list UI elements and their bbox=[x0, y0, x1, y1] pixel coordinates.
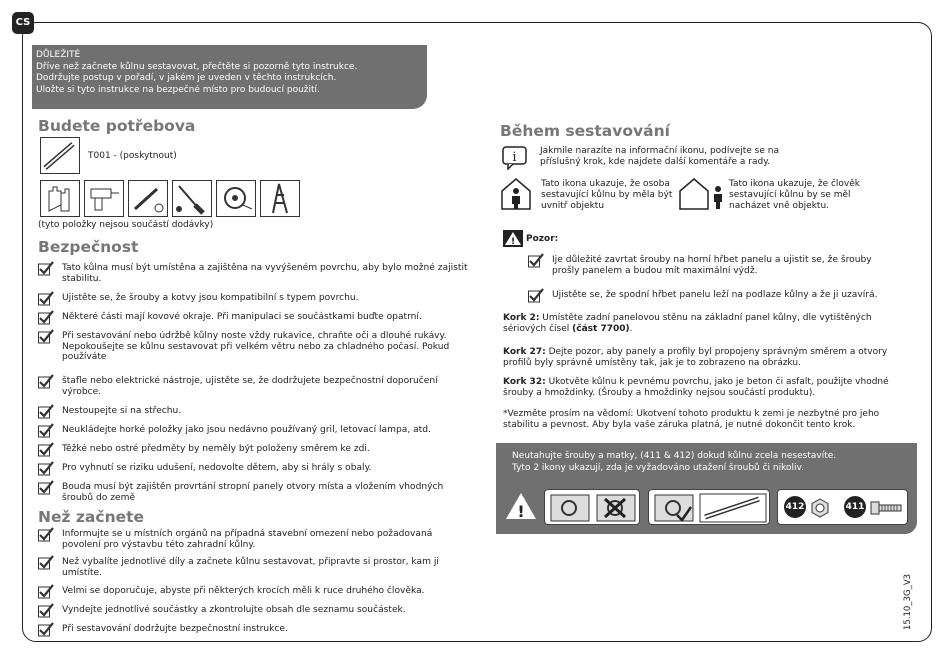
part-icons bbox=[777, 489, 908, 525]
checkbox-icon bbox=[38, 622, 54, 637]
notice-title: DŮLEŽITÉ bbox=[36, 50, 81, 60]
safety-item: Bouda musí být zajištěn provrtání stropní panely otvory místa a vložením vhodných šroubů do země bbox=[38, 482, 468, 503]
info-text: Jakmile narazíte na informační ikonu, podívejte se na příslušný krok, kde najdete další komentáře a rady. bbox=[540, 146, 779, 167]
bit-icon bbox=[40, 137, 80, 174]
wrench-icon bbox=[699, 493, 767, 523]
inside-text: Tato ikona ukazuje, že osoba sestavující kůlnu by měla být uvnitř objektu bbox=[541, 179, 673, 211]
checkbox-icon bbox=[38, 555, 54, 570]
outside-icon bbox=[678, 177, 728, 211]
warning-triangle-icon bbox=[504, 491, 538, 521]
gloves-icon bbox=[40, 180, 80, 217]
start-item: Velmi se doporučuje, abyste při některých krocích měli k ruce druhého člověka. bbox=[38, 586, 468, 599]
step-2: Kork 2: Umístěte zadní panelovou stěnu na základní panel kůlny, dle vytištěných sériových čísel (část 7700). bbox=[503, 313, 872, 334]
safety-item: Při sestavování nebo údržbě kůlny noste vždy rukavice, chraňte oči a dlouhé rukávy. Nepokoušejte se kůlnu sestavovat při velkém větru nebo za chladného počasí. Pokud používáte bbox=[38, 331, 468, 363]
start-heading: Než začnete bbox=[38, 508, 145, 526]
loose-bolt-icon bbox=[549, 493, 591, 523]
tools-note: (tyto položky nejsou součástí dodávky) bbox=[38, 220, 214, 230]
start-item: Informujte se u místních orgánů na případná stavební omezení nebo požadovaná povolení pro výstavbu této zahradní kůlny. bbox=[38, 529, 458, 550]
step-27: Kork 27: Dejte pozor, aby panely a profily byl propojeny správným směrem a otvory profilů byly správně umístěny tak, jak je to zobrazeno na obrázku. bbox=[503, 347, 888, 368]
notice-line: Dodržujte postup v pořadí, v jakém je uveden v těchto instrukcích. bbox=[36, 73, 337, 84]
caution-item: Ujistěte se, že spodní hřbet panelu leží na podlaze kůlny a že ji uzavírá. bbox=[528, 290, 898, 303]
start-item: Vyndejte jednotlivé součástky a zkontrolujte obsah dle seznamu součástek. bbox=[38, 605, 468, 618]
document-code: 15.10_3G_V3 bbox=[903, 573, 913, 630]
safety-item: Neukládejte horké položky jako jsou nedávno používaný gril, letovací lampa, atd. bbox=[38, 425, 468, 438]
drill-icon bbox=[84, 180, 124, 217]
notice-line: Uložte si tyto instrukce na bezpečné místo pro budoucí použití. bbox=[36, 84, 320, 95]
caution-item: Ije důležité zavrtat šrouby na horní hřbet panelu a ujistit se, že šrouby prošly panelem a budou mít maximální výdž. bbox=[528, 255, 898, 276]
bolt-icon bbox=[870, 498, 904, 518]
safety-heading: Bezpečnost bbox=[38, 238, 139, 256]
checkbox-icon bbox=[38, 310, 54, 325]
tightening-warning-box bbox=[496, 443, 917, 534]
loose-icons bbox=[544, 489, 640, 525]
checkbox-icon bbox=[528, 288, 544, 303]
part-badge-412: 412 bbox=[784, 496, 806, 518]
safety-item: Některé části mají kovové okraje. Při manipulaci se součástkami buďte opatrní. bbox=[38, 312, 468, 325]
checkbox-icon bbox=[38, 261, 54, 276]
checkbox-icon bbox=[38, 404, 54, 419]
checkbox-icon bbox=[38, 374, 54, 389]
checkbox-icon bbox=[38, 442, 54, 457]
notice-line: Dříve než začnete kůlnu sestavovat, přečtěte si pozorně tyto instrukce. bbox=[36, 61, 358, 72]
checkbox-icon bbox=[38, 461, 54, 476]
checkbox-icon bbox=[38, 584, 54, 599]
safety-item: Nestoupejte si na střechu. bbox=[38, 406, 468, 419]
safety-item: Pro vyhnutí se riziku udušení, nedovolte dětem, aby si hrály s obaly. bbox=[38, 463, 468, 476]
checkbox-icon bbox=[38, 527, 54, 542]
outside-text: Tato ikona ukazuje, že člověk sestavující kůlnu by se měl nacházet vně objektu. bbox=[729, 179, 861, 211]
safety-item: štafle nebo elektrické nástroje, ujistěte se, že dodržujete bezpečnostní doporučení výrobce. bbox=[38, 376, 468, 397]
checkbox-icon bbox=[38, 603, 54, 618]
checkbox-icon bbox=[528, 253, 544, 268]
start-item: Při sestavování dodržujte bezpečnostní instrukce. bbox=[38, 624, 468, 637]
tightened-bolt-icon bbox=[653, 493, 695, 523]
inside-icon bbox=[500, 177, 532, 211]
tightened-icons bbox=[648, 489, 770, 525]
tape-measure-icon bbox=[216, 180, 256, 217]
svg-text:!: ! bbox=[517, 502, 525, 521]
warning-text: Neutahujte šrouby a matky, (411 & 412) dokud kůlnu zcela nesestavíte. Tyto 2 ikony ukazují, zda je vyžadováno utažení šroubů či nikoliv. bbox=[512, 451, 837, 473]
during-heading: Během sestavování bbox=[500, 122, 670, 140]
checkbox-icon bbox=[38, 423, 54, 438]
screwdriver-icon bbox=[172, 180, 212, 217]
language-badge: CS bbox=[12, 12, 34, 34]
checkbox-icon bbox=[38, 480, 54, 495]
anchoring-note: *Vezměte prosím na vědomí: Ukotvení tohoto produktu k zemi je nezbytné pro jeho stabilitu a pevnost. Aby byla vaše záruka platná, je nutné dokončit tento krok. bbox=[503, 409, 880, 430]
tool-label: T001 - (poskytnout) bbox=[88, 151, 177, 161]
svg-text:i: i bbox=[512, 150, 517, 165]
ladder-icon bbox=[260, 180, 300, 217]
important-notice bbox=[32, 45, 427, 109]
not-tightened-icon bbox=[595, 493, 637, 523]
safety-item: Ujistěte se, že šrouby a kotvy jsou kompatibilní s typem povrchu. bbox=[38, 293, 468, 306]
part-badge-411: 411 bbox=[844, 496, 866, 518]
need-heading: Budete potřebova bbox=[38, 117, 196, 135]
checkbox-icon bbox=[38, 329, 54, 344]
caution-label: Pozor: bbox=[526, 234, 559, 244]
safety-item: Tato kůlna musí být umístěna a zajištěna na vyvýšeném povrchu, aby bylo možné zajistit stabilitu. bbox=[38, 263, 468, 284]
info-icon bbox=[502, 146, 528, 170]
safety-item: Těžké nebo ostré předměty by neměly být položeny směrem ke zdi. bbox=[38, 444, 468, 457]
step-32: Kork 32: Ukotvěte kůlnu k pevnému povrchu, jako je beton či asfalt, použijte vhodné šrouby a hmoždinky. (Šrouby a hmoždinky nejsou součástí produktu). bbox=[503, 377, 889, 398]
warning-icon bbox=[503, 230, 523, 247]
start-item: Než vybalíte jednotlivé díly a začnete kůlnu sestavovat, připravte si prostor, kam ji umístíte. bbox=[38, 557, 458, 578]
svg-text:!: ! bbox=[510, 237, 516, 247]
screwdriver-drill-icon bbox=[128, 180, 168, 217]
tool-icons bbox=[40, 180, 300, 217]
checkbox-icon bbox=[38, 291, 54, 306]
nut-icon bbox=[810, 498, 830, 518]
